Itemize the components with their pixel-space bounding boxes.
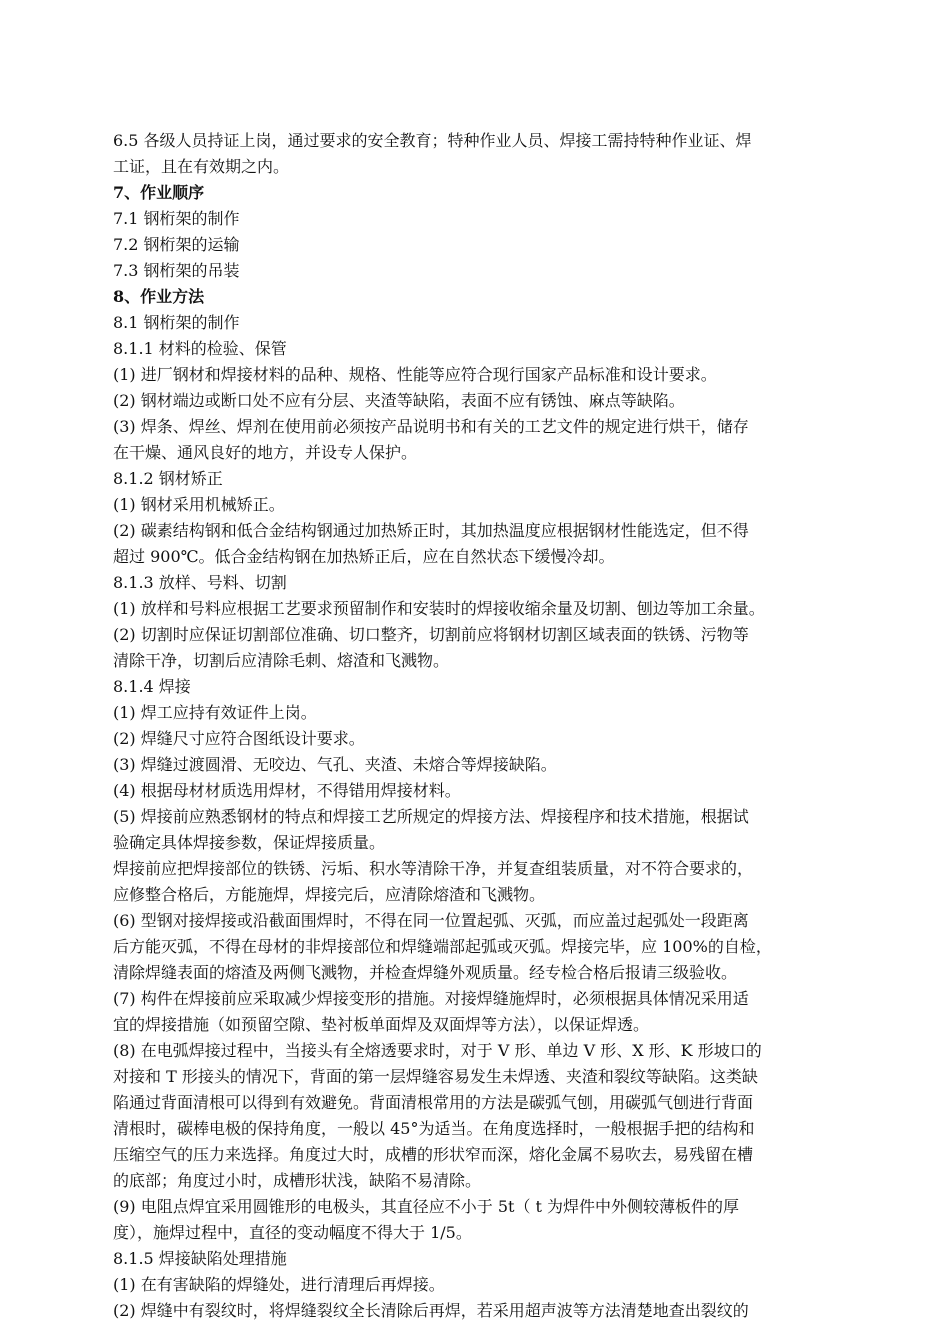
text-line: (2) 钢材端边或断口处不应有分层、夹渣等缺陷，表面不应有锈蚀、麻点等缺陷。 <box>113 391 685 410</box>
subsection-heading: 8.1.2 钢材矫正 <box>113 469 223 488</box>
text-line: 7.1 钢桁架的制作 <box>113 209 240 228</box>
text-line: 压缩空气的压力来选择。角度过大时，成槽的形状窄而深，熔化金属不易吹去，易残留在槽 <box>113 1145 754 1164</box>
text-line: (1) 在有害缺陷的焊缝处，进行清理后再焊接。 <box>113 1275 445 1294</box>
text-line: (2) 焊缝尺寸应符合图纸设计要求。 <box>113 729 365 748</box>
section-heading: 7、作业顺序 <box>113 183 205 202</box>
text-line: (1) 焊工应持有效证件上岗。 <box>113 703 317 722</box>
text-line: (3) 焊条、焊丝、焊剂在使用前必须按产品说明书和有关的工艺文件的规定进行烘干，储存 <box>113 417 749 436</box>
text-line: (2) 碳素结构钢和低合金结构钢通过加热矫正时，其加热温度应根据钢材性能选定，但不得 <box>113 521 749 540</box>
text-line: 陷通过背面清根可以得到有效避免。背面清根常用的方法是碳弧气刨，用碳弧气刨进行背面 <box>113 1093 754 1112</box>
text-line: 7.2 钢桁架的运输 <box>113 235 240 254</box>
text-line: 在干燥、通风良好的地方，并设专人保护。 <box>113 443 418 462</box>
text-line: 7.3 钢桁架的吊装 <box>113 261 240 280</box>
text-line: 对接和 T 形接头的情况下，背面的第一层焊缝容易发生未焊透、夹渣和裂纹等缺陷。这类缺 <box>113 1067 758 1086</box>
text-line: 清除干净，切割后应清除毛刺、熔渣和飞溅物。 <box>113 651 450 670</box>
text-line: (7) 构件在焊接前应采取减少焊接变形的措施。对接焊缝施焊时，必须根据具体情况采用适 <box>113 989 749 1008</box>
text-line: 度），施焊过程中，直径的变动幅度不得大于 1/5。 <box>113 1223 472 1242</box>
text-line: 验确定具体焊接参数，保证焊接质量。 <box>113 833 386 852</box>
text-line: (1) 放样和号料应根据工艺要求预留制作和安装时的焊接收缩余量及切割、刨边等加工余量。 <box>113 599 765 618</box>
text-line: 清除焊缝表面的熔渣及两侧飞溅物，并检查焊缝外观质量。经专检合格后报请三级验收。 <box>113 963 738 982</box>
text-line: 6.5 各级人员持证上岗，通过要求的安全教育；特种作业人员、焊接工需持特种作业证、焊 <box>113 131 752 150</box>
text-line: (5) 焊接前应熟悉钢材的特点和焊接工艺所规定的焊接方法、焊接程序和技术措施，根据试 <box>113 807 749 826</box>
subsection-heading: 8.1.4 焊接 <box>113 677 191 696</box>
text-line: 后方能灭弧，不得在母材的非焊接部位和焊缝端部起弧或灭弧。焊接完毕，应 100%的自检， <box>113 937 772 956</box>
text-line: (1) 钢材采用机械矫正。 <box>113 495 285 514</box>
text-line: 焊接前应把焊接部位的铁锈、污垢、积水等清除干净，并复查组装质量，对不符合要求的， <box>113 859 754 878</box>
text-line: (6) 型钢对接焊接或沿截面围焊时，不得在同一位置起弧、灭弧，而应盖过起弧处一段距离 <box>113 911 749 930</box>
subsection-heading: 8.1 钢桁架的制作 <box>113 313 240 332</box>
text-line: 清根时，碳棒电极的保持角度，一般以 45°为适当。在角度选择时，一般根据手把的结构和 <box>113 1119 755 1138</box>
subsection-heading: 8.1.1 材料的检验、保管 <box>113 339 287 358</box>
text-line: 宜的焊接措施（如预留空隙、垫衬板单面焊及双面焊等方法），以保证焊透。 <box>113 1015 650 1034</box>
subsection-heading: 8.1.5 焊接缺陷处理措施 <box>113 1249 287 1268</box>
document-body <box>113 128 893 1324</box>
text-line: (2) 切割时应保证切割部位准确、切口整齐，切割前应将钢材切割区域表面的铁锈、污物等 <box>113 625 749 644</box>
text-line: (8) 在电弧焊接过程中，当接头有全熔透要求时，对于 V 形、单边 V 形、X 形、K 形坡口的 <box>113 1041 762 1060</box>
section-heading: 8、作业方法 <box>113 287 205 306</box>
text-line: (9) 电阻点焊宜采用圆锥形的电极头，其直径应不小于 5t（ t 为焊件中外侧较薄板件的厚 <box>113 1197 740 1216</box>
subsection-heading: 8.1.3 放样、号料、切割 <box>113 573 287 592</box>
text-line: 超过 900℃。低合金结构钢在加热矫正后，应在自然状态下缓慢冷却。 <box>113 547 615 566</box>
text-line: (3) 焊缝过渡圆滑、无咬边、气孔、夹渣、未熔合等焊接缺陷。 <box>113 755 557 774</box>
text-line: (1) 进厂钢材和焊接材料的品种、规格、性能等应符合现行国家产品标准和设计要求。 <box>113 365 717 384</box>
text-line: 的底部；角度过小时，成槽形状浅，缺陷不易清除。 <box>113 1171 482 1190</box>
text-line: 工证，且在有效期之内。 <box>113 157 290 176</box>
text-line: (2) 焊缝中有裂纹时，将焊缝裂纹全长清除后再焊，若采用超声波等方法清楚地查出裂纹的 <box>113 1301 749 1320</box>
text-line: (4) 根据母材材质选用焊材，不得错用焊接材料。 <box>113 781 461 800</box>
text-line: 应修整合格后，方能施焊，焊接完后，应清除熔渣和飞溅物。 <box>113 885 546 904</box>
